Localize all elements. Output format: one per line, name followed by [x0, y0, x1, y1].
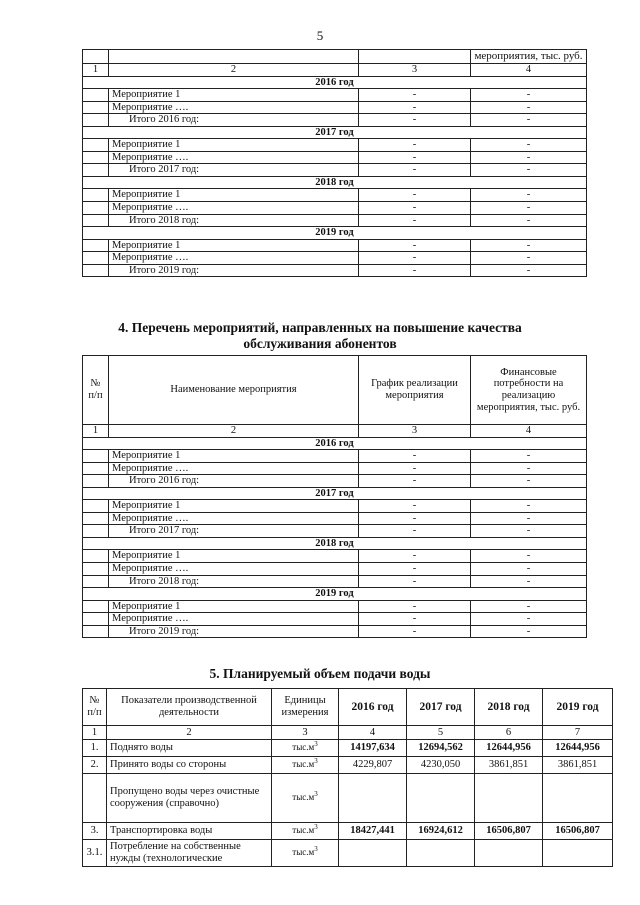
year-label: 2019 год — [83, 588, 587, 601]
finance-value: - — [471, 114, 587, 127]
row-number — [83, 114, 109, 127]
year-row — [83, 76, 587, 89]
schedule-value: - — [359, 239, 471, 252]
activity-name: Мероприятие …. — [109, 613, 359, 626]
unit-label: тыс.м — [292, 825, 315, 836]
table-header-row — [83, 356, 587, 425]
finance-value: - — [471, 525, 587, 538]
activity-name: Мероприятие …. — [109, 462, 359, 475]
schedule-value: - — [359, 101, 471, 114]
column-number-row — [83, 64, 587, 77]
value-cell — [475, 840, 543, 867]
column-number: 1 — [83, 726, 107, 740]
row-number: 3. — [83, 823, 107, 840]
total-label: Итого 2018 год: — [109, 575, 359, 588]
table-row — [83, 600, 587, 613]
year-label: 2016 год — [83, 437, 587, 450]
row-number: 1. — [83, 740, 107, 757]
row-number — [83, 214, 109, 227]
finance-value: - — [471, 189, 587, 202]
section-title-line: 4. Перечень мероприятий, направленных на повышение качества — [118, 320, 522, 335]
section-4-title — [0, 320, 640, 352]
activity-name: Мероприятие 1 — [109, 139, 359, 152]
schedule-value: - — [359, 600, 471, 613]
unit-cell — [272, 823, 339, 840]
column-number: 6 — [475, 726, 543, 740]
year-row — [83, 537, 587, 550]
table-row — [83, 840, 613, 867]
row-number — [83, 89, 109, 102]
finance-value: - — [471, 101, 587, 114]
activity-name: Мероприятие …. — [109, 252, 359, 265]
value-cell: 14197,634 — [339, 740, 407, 757]
finance-value: - — [471, 264, 587, 277]
activity-name: Мероприятие 1 — [109, 450, 359, 463]
total-label: Итого 2017 год: — [109, 164, 359, 177]
section-title-line: обслуживания абонентов — [243, 336, 397, 351]
table-row — [83, 563, 587, 576]
table-row — [83, 550, 587, 563]
finance-value: - — [471, 252, 587, 265]
unit-superscript: 3 — [314, 823, 318, 832]
total-label: Итого 2017 год: — [109, 525, 359, 538]
finance-value: - — [471, 500, 587, 513]
table-row — [83, 214, 587, 227]
column-header: мероприятия, тыс. руб. — [471, 50, 587, 64]
row-number — [83, 151, 109, 164]
table-row — [83, 114, 587, 127]
activity-name: Мероприятие 1 — [109, 550, 359, 563]
schedule-value: - — [359, 475, 471, 488]
row-number — [83, 600, 109, 613]
column-header: Единицы измерения — [272, 689, 339, 726]
value-cell — [339, 840, 407, 867]
table-row — [83, 740, 613, 757]
column-number: 4 — [471, 64, 587, 77]
year-label: 2019 год — [83, 227, 587, 240]
row-number — [83, 264, 109, 277]
year-label: 2017 год — [83, 487, 587, 500]
schedule-value: - — [359, 613, 471, 626]
row-number — [83, 774, 107, 823]
table-row — [83, 512, 587, 525]
column-number: 2 — [107, 726, 272, 740]
finance-value: - — [471, 164, 587, 177]
unit-label: тыс.м — [292, 759, 315, 770]
table-header-row — [83, 50, 587, 64]
column-header: График реализации мероприятия — [359, 356, 471, 425]
table-row — [83, 575, 587, 588]
table-row — [83, 462, 587, 475]
column-number-row — [83, 425, 587, 438]
finance-value: - — [471, 512, 587, 525]
value-cell — [475, 774, 543, 823]
unit-label: тыс.м — [292, 742, 315, 753]
row-number — [83, 252, 109, 265]
activity-name: Мероприятие …. — [109, 512, 359, 525]
table-row — [83, 139, 587, 152]
row-number — [83, 450, 109, 463]
unit-cell — [272, 740, 339, 757]
activity-name: Мероприятие …. — [109, 151, 359, 164]
table-row — [83, 239, 587, 252]
schedule-value: - — [359, 512, 471, 525]
unit-superscript: 3 — [314, 845, 318, 854]
year-row — [83, 126, 587, 139]
schedule-value: - — [359, 189, 471, 202]
table-row — [83, 525, 587, 538]
table-row — [83, 774, 613, 823]
table-row — [83, 89, 587, 102]
schedule-value: - — [359, 575, 471, 588]
value-cell: 12644,956 — [475, 740, 543, 757]
year-row — [83, 588, 587, 601]
schedule-value: - — [359, 625, 471, 638]
unit-label: тыс.м — [292, 792, 315, 803]
column-number: 4 — [471, 425, 587, 438]
row-number: 3.1. — [83, 840, 107, 867]
schedule-value: - — [359, 563, 471, 576]
finance-value: - — [471, 214, 587, 227]
row-number — [83, 575, 109, 588]
table-row — [83, 164, 587, 177]
unit-cell — [272, 840, 339, 867]
column-number: 2 — [109, 425, 359, 438]
finance-value: - — [471, 151, 587, 164]
year-row — [83, 487, 587, 500]
table-row — [83, 613, 587, 626]
total-label: Итого 2016 год: — [109, 114, 359, 127]
table-row — [83, 475, 587, 488]
value-cell — [543, 774, 613, 823]
table-row — [83, 823, 613, 840]
column-header: 2016 год — [339, 689, 407, 726]
finance-value: - — [471, 450, 587, 463]
row-number — [83, 550, 109, 563]
schedule-value: - — [359, 202, 471, 215]
row-number — [83, 164, 109, 177]
value-cell: 16924,612 — [407, 823, 475, 840]
page-number: 5 — [316, 28, 324, 43]
column-number-row — [83, 726, 613, 740]
activity-name: Мероприятие …. — [109, 202, 359, 215]
finance-value: - — [471, 139, 587, 152]
row-number — [83, 139, 109, 152]
year-row — [83, 227, 587, 240]
value-cell: 12644,956 — [543, 740, 613, 757]
unit-cell — [272, 774, 339, 823]
schedule-value: - — [359, 525, 471, 538]
column-number: 1 — [83, 425, 109, 438]
total-label: Итого 2019 год: — [109, 625, 359, 638]
schedule-value: - — [359, 450, 471, 463]
row-number — [83, 189, 109, 202]
finance-value: - — [471, 202, 587, 215]
schedule-value: - — [359, 164, 471, 177]
table-row — [83, 252, 587, 265]
column-header: Финансовые потребности на реализацию мероприятия, тыс. руб. — [471, 356, 587, 425]
column-header: № п/п — [83, 689, 107, 726]
table-row — [83, 625, 587, 638]
value-cell — [407, 840, 475, 867]
value-cell — [543, 840, 613, 867]
column-header: 2019 год — [543, 689, 613, 726]
activity-name: Мероприятие 1 — [109, 189, 359, 202]
row-number — [83, 239, 109, 252]
column-header: Показатели производственной деятельности — [107, 689, 272, 726]
table-row — [83, 450, 587, 463]
year-label: 2017 год — [83, 126, 587, 139]
schedule-value: - — [359, 252, 471, 265]
row-number — [83, 525, 109, 538]
value-cell — [339, 774, 407, 823]
table-row — [83, 757, 613, 774]
row-number — [83, 475, 109, 488]
year-row — [83, 437, 587, 450]
row-number — [83, 462, 109, 475]
row-number — [83, 500, 109, 513]
table-row — [83, 500, 587, 513]
row-number — [83, 101, 109, 114]
finance-value: - — [471, 625, 587, 638]
indicator-name: Пропущено воды через очистные сооружения (справочно) — [107, 774, 272, 823]
finance-value: - — [471, 475, 587, 488]
unit-superscript: 3 — [314, 790, 318, 799]
activity-name: Мероприятие …. — [109, 101, 359, 114]
table-row — [83, 189, 587, 202]
schedule-value: - — [359, 264, 471, 277]
schedule-value: - — [359, 550, 471, 563]
total-label: Итого 2019 год: — [109, 264, 359, 277]
finance-value: - — [471, 239, 587, 252]
activity-name: Мероприятие 1 — [109, 600, 359, 613]
column-header: 2018 год — [475, 689, 543, 726]
year-label: 2016 год — [83, 76, 587, 89]
row-number — [83, 512, 109, 525]
indicator-name: Транспортировка воды — [107, 823, 272, 840]
schedule-value: - — [359, 89, 471, 102]
row-number — [83, 625, 109, 638]
column-number: 7 — [543, 726, 613, 740]
column-header: 2017 год — [407, 689, 475, 726]
table-row — [83, 151, 587, 164]
table-row — [83, 202, 587, 215]
column-header: Наименование мероприятия — [109, 356, 359, 425]
activity-name: Мероприятие 1 — [109, 89, 359, 102]
value-cell: 16506,807 — [475, 823, 543, 840]
column-header: № п/п — [83, 356, 109, 425]
column-number: 1 — [83, 64, 109, 77]
row-number — [83, 563, 109, 576]
column-number: 2 — [109, 64, 359, 77]
column-number: 5 — [407, 726, 475, 740]
finance-value: - — [471, 600, 587, 613]
value-cell: 3861,851 — [543, 757, 613, 774]
unit-superscript: 3 — [314, 757, 318, 766]
year-label: 2018 год — [83, 537, 587, 550]
column-number: 3 — [272, 726, 339, 740]
table-row — [83, 101, 587, 114]
value-cell: 12694,562 — [407, 740, 475, 757]
unit-cell — [272, 757, 339, 774]
year-label: 2018 год — [83, 176, 587, 189]
schedule-value: - — [359, 214, 471, 227]
total-label: Итого 2018 год: — [109, 214, 359, 227]
value-cell: 3861,851 — [475, 757, 543, 774]
table-header-row — [83, 689, 613, 726]
year-row — [83, 176, 587, 189]
value-cell: 4230,050 — [407, 757, 475, 774]
indicator-name: Потребление на собственные нужды (технологические — [107, 840, 272, 867]
column-number: 3 — [359, 64, 471, 77]
activity-name: Мероприятие 1 — [109, 500, 359, 513]
activity-name: Мероприятие 1 — [109, 239, 359, 252]
value-cell: 18427,441 — [339, 823, 407, 840]
indicator-name: Принято воды со стороны — [107, 757, 272, 774]
schedule-value: - — [359, 139, 471, 152]
finance-value: - — [471, 89, 587, 102]
unit-label: тыс.м — [292, 847, 315, 858]
value-cell: 16506,807 — [543, 823, 613, 840]
schedule-value: - — [359, 114, 471, 127]
indicator-name: Поднято воды — [107, 740, 272, 757]
schedule-value: - — [359, 500, 471, 513]
row-number — [83, 202, 109, 215]
activity-name: Мероприятие …. — [109, 563, 359, 576]
finance-value: - — [471, 550, 587, 563]
column-number: 4 — [339, 726, 407, 740]
finance-value: - — [471, 462, 587, 475]
finance-value: - — [471, 613, 587, 626]
total-label: Итого 2016 год: — [109, 475, 359, 488]
finance-value: - — [471, 575, 587, 588]
row-number — [83, 613, 109, 626]
schedule-value: - — [359, 462, 471, 475]
value-cell — [407, 774, 475, 823]
schedule-value: - — [359, 151, 471, 164]
activities-table-continued — [82, 49, 587, 277]
section-5-title: 5. Планируемый объем подачи воды — [209, 666, 431, 681]
value-cell: 4229,807 — [339, 757, 407, 774]
table-row — [83, 264, 587, 277]
water-supply-volume-table — [82, 688, 613, 867]
column-number: 3 — [359, 425, 471, 438]
service-quality-activities-table — [82, 355, 587, 638]
unit-superscript: 3 — [314, 740, 318, 749]
finance-value: - — [471, 563, 587, 576]
row-number: 2. — [83, 757, 107, 774]
